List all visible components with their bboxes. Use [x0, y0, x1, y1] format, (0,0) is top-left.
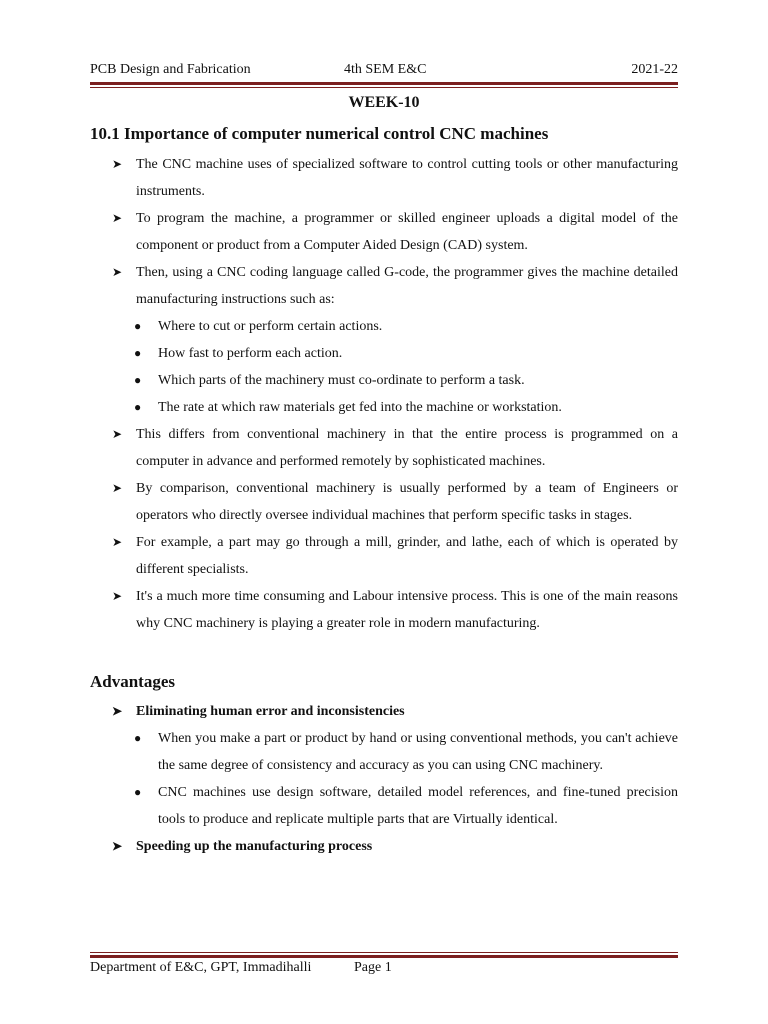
page-footer	[90, 960, 678, 978]
header-rule-thick	[90, 82, 678, 85]
arrow-bullet-icon: ➤	[112, 211, 123, 225]
header-semester: 4th SEM E&C	[344, 62, 427, 77]
arrow-bullet-icon: ➤	[112, 265, 123, 279]
header-course-title: PCB Design and Fabrication	[90, 62, 251, 77]
arrow-bullet-icon: ➤	[112, 427, 123, 441]
advantages-content	[90, 698, 678, 860]
list-item: ➤ For example, a part may go through a mill, grinder, and lathe, each of which is operated by different specialists.	[90, 529, 678, 583]
sub-list-item: ● When you make a part or product by hand or using conventional methods, you can't achieve the same degree of consistency and accuracy as you can using CNC machinery.	[90, 725, 678, 779]
sub-list-item: ● CNC machines use design software, detailed model references, and fine-tuned precision tools to produce and replicate multiple parts that are Virtually identical.	[90, 779, 678, 833]
arrow-bullet-icon: ➤	[112, 157, 123, 171]
list-item: ➤ By comparison, conventional machinery is usually performed by a team of Engineers or operators who directly oversee individual machines that perform specific tasks in stages.	[90, 475, 678, 529]
section-title: 10.1 Importance of computer numerical control CNC machines	[90, 124, 549, 143]
footer-page-number: Page 1	[354, 960, 392, 975]
round-bullet-icon: ●	[134, 731, 142, 745]
round-bullet-icon: ●	[134, 373, 142, 387]
round-bullet-icon: ●	[134, 400, 142, 414]
list-item: ➤ It's a much more time consuming and Labour intensive process. This is one of the main reasons why CNC machinery is playing a greater role in modern manufacturing.	[90, 583, 678, 637]
header-rule-thin	[90, 87, 678, 88]
main-content	[90, 151, 678, 637]
sub-list-item: ● The rate at which raw materials get fed into the machine or workstation.	[90, 394, 678, 421]
arrow-bullet-icon: ➤	[112, 589, 123, 603]
sub-list-item: ● How fast to perform each action.	[90, 340, 678, 367]
sub-list-item: ● Where to cut or perform certain actions.	[90, 313, 678, 340]
arrow-bullet-icon: ➤	[112, 839, 123, 853]
week-title: WEEK-10	[348, 94, 420, 111]
advantage-item: ➤ Eliminating human error and inconsistencies	[90, 698, 678, 725]
footer-department: Department of E&C, GPT, Immadihalli	[90, 960, 312, 975]
round-bullet-icon: ●	[134, 785, 142, 799]
header-year: 2021-22	[631, 62, 678, 77]
footer-rule-thick	[90, 955, 678, 958]
page-header	[90, 62, 678, 80]
sub-list-item: ● Which parts of the machinery must co-ordinate to perform a task.	[90, 367, 678, 394]
list-item: ➤ Then, using a CNC coding language called G-code, the programmer gives the machine detailed manufacturing instructions such as:	[90, 259, 678, 313]
round-bullet-icon: ●	[134, 346, 142, 360]
arrow-bullet-icon: ➤	[112, 481, 123, 495]
footer-rule-thin	[90, 952, 678, 953]
list-item: ➤ The CNC machine uses of specialized software to control cutting tools or other manufacturing instruments.	[90, 151, 678, 205]
list-item: ➤ This differs from conventional machinery in that the entire process is programmed on a computer in advance and performed remotely by sophisticated machines.	[90, 421, 678, 475]
arrow-bullet-icon: ➤	[112, 535, 123, 549]
round-bullet-icon: ●	[134, 319, 142, 333]
advantages-heading: Advantages	[90, 672, 176, 691]
arrow-bullet-icon: ➤	[112, 704, 123, 718]
advantage-item: ➤ Speeding up the manufacturing process	[90, 833, 678, 860]
list-item: ➤ To program the machine, a programmer or skilled engineer uploads a digital model of the component or product from a Computer Aided Design (CAD) system.	[90, 205, 678, 259]
